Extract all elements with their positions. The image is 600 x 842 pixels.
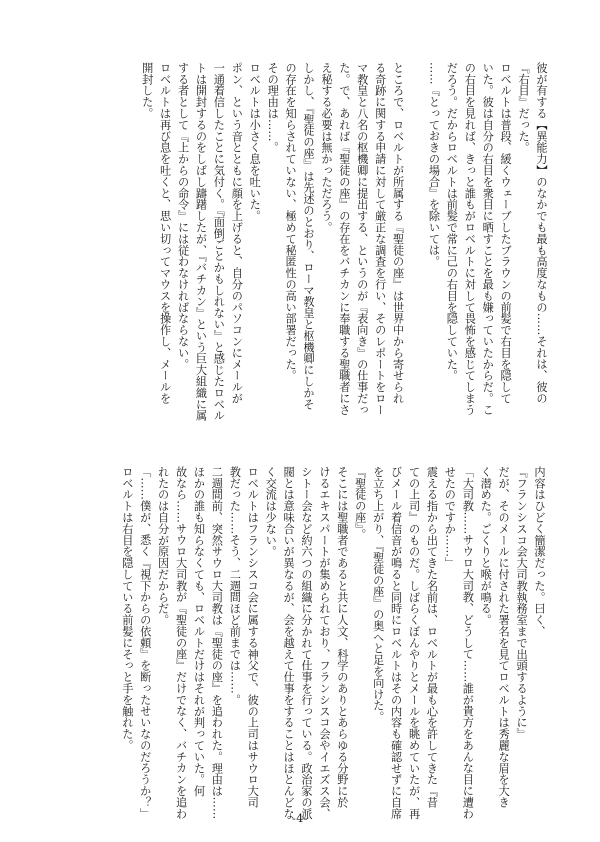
text-line: いた。彼は自分の右目を衆目に晒すことを最も嫌っていたからだ。こ — [481, 62, 495, 416]
text-line: 『フランシスコ会大司教執務室まで出頭するように』 — [515, 466, 529, 740]
text-line: ロベルトは再び息を吐くと、思い切ってマウスを操作し、メールを — [158, 62, 172, 404]
text-line: ポン、という音とともに顔を上げると、自分のパソコンにメールが — [230, 62, 244, 404]
text-line: 故なら……サウロ大司教が『聖徒の座』だけでなく、バチカンを追わ — [174, 466, 188, 820]
text-line: れたのは自分が原因だからだ。 — [156, 466, 170, 626]
text-line: ロベルトは右目を隠している前髪にそっと手を触れた。 — [120, 466, 134, 751]
text-line: シトー会など約六つの組織に分かれて仕事を行っている。政治家の派 — [300, 466, 314, 820]
text-line: 開封した。 — [140, 62, 154, 119]
text-line: けるエキスパートが集められており、フランシスコ会やイエズス会、 — [317, 466, 331, 820]
text-line: ロベルトはフランシスコ会に属する神父で、彼の上司はサウロ大司 — [246, 466, 260, 808]
text-line: く潜めた。ごくりと喉が鳴る。 — [479, 466, 493, 626]
text-line: 震える指から出てきた名前は、ロベルトが最も心を許してきた『昔 — [425, 466, 439, 808]
text-line: の右目を見れば、きっと誰もがロベルトに対して畏怖を感じてしまう — [463, 62, 477, 416]
text-line: ……『とっておきの場合』を除いては。 — [427, 62, 441, 268]
text-line: 一通着信したことに気付く。『面倒ごとかもしれない』と感じたロベル — [212, 62, 226, 422]
text-line: る奇跡に関する申請に対して厳正な調査を行い、そのレポートをロー — [373, 62, 387, 416]
text-line: ロベルトは小さく息を吐いた。 — [248, 62, 262, 222]
text-line: トは開封するのをしばし躊躇したが、『バチカン』という巨大組織に属 — [194, 62, 208, 422]
text-line — [407, 62, 425, 392]
text-line: え秘する必要は無かっただろう。 — [319, 62, 333, 233]
text-line: マ教皇と八名の枢機卿に提出する、というのが『表向き』の仕事だっ — [355, 62, 369, 416]
text-line: ての上司』のものだ。しばらくぼんやりとメールを眺めていたが、再 — [407, 466, 421, 820]
text-line: せたのですか……」 — [443, 466, 457, 569]
text-line: 教だった……そう、二週間ほど前までは……。 — [228, 466, 242, 706]
text-line: の存在を知らされていない、極めて秘匿性の高い部署だった。 — [284, 62, 298, 382]
text-line: 二週間前、突然サウロ大司教は『聖徒の座』を追われた。理由は…… — [210, 466, 224, 820]
text-line: する者として『上からの命令』には従わなければならない。 — [176, 62, 190, 370]
text-line: く交流は少ない。 — [264, 466, 278, 558]
text-line: しかし、『聖徒の座』は先述のとおり、ローマ教皇と枢機卿にしかそ — [302, 62, 316, 410]
text-line: 『聖徒の座』。 — [353, 466, 367, 541]
text-line: だが、そのメールに付された署名を見てロベルトは秀麗な眉を大き — [497, 466, 511, 808]
upper-text-block — [138, 62, 550, 422]
text-line: ところで、ロベルトが所属する『聖徒の座』は世界中から寄せられ — [391, 62, 405, 404]
text-line: その理由は……。 — [266, 62, 280, 154]
text-line: びメール着信音が鳴ると同時にロベルトはその内容も確認せずに自席 — [389, 466, 403, 820]
lower-text-block — [118, 466, 548, 820]
text-line: 『右目』だった。 — [517, 62, 531, 154]
text-line: だろう。だからロベルトは前髪で常に己の右目を隠していた。 — [445, 62, 459, 382]
text-line: そこには聖職者であると共に人文、科学のありとあらゆる分野に於 — [335, 466, 349, 808]
page-number: -4- — [292, 812, 308, 825]
text-line: を立ち上がり、『聖徒の座』の奥へと足を向けた。 — [371, 466, 385, 723]
text-line: 内容はひどく簡潔だった。曰く、 — [533, 466, 546, 637]
text-line: 「……僕が、悉く『視下からの依頼』を断ったせいなのだろうか？」 — [138, 466, 152, 820]
text-line: ロベルトは普段、緩くウェーブしたブラウンの前髪で右目を隠して — [499, 62, 513, 404]
text-line: た。で、あれば『聖徒の座』の存在をバチカンに奉職する聖職者にさ — [337, 62, 351, 416]
text-line: 「大司教……サウロ大司教、どうして……誰が貴方をあんな目に遭わ — [461, 466, 475, 820]
text-line: 彼が有する【異能力】のなかでも最も高度なもの……それは、彼の — [535, 62, 548, 404]
text-line: ほかの誰も知らなくても、ロベルトだけはそれが判っていた。何 — [192, 466, 206, 797]
text-line: 閥とは意味合いが異なるが、会を越えて仕事をすることはほとんどな — [282, 466, 296, 820]
